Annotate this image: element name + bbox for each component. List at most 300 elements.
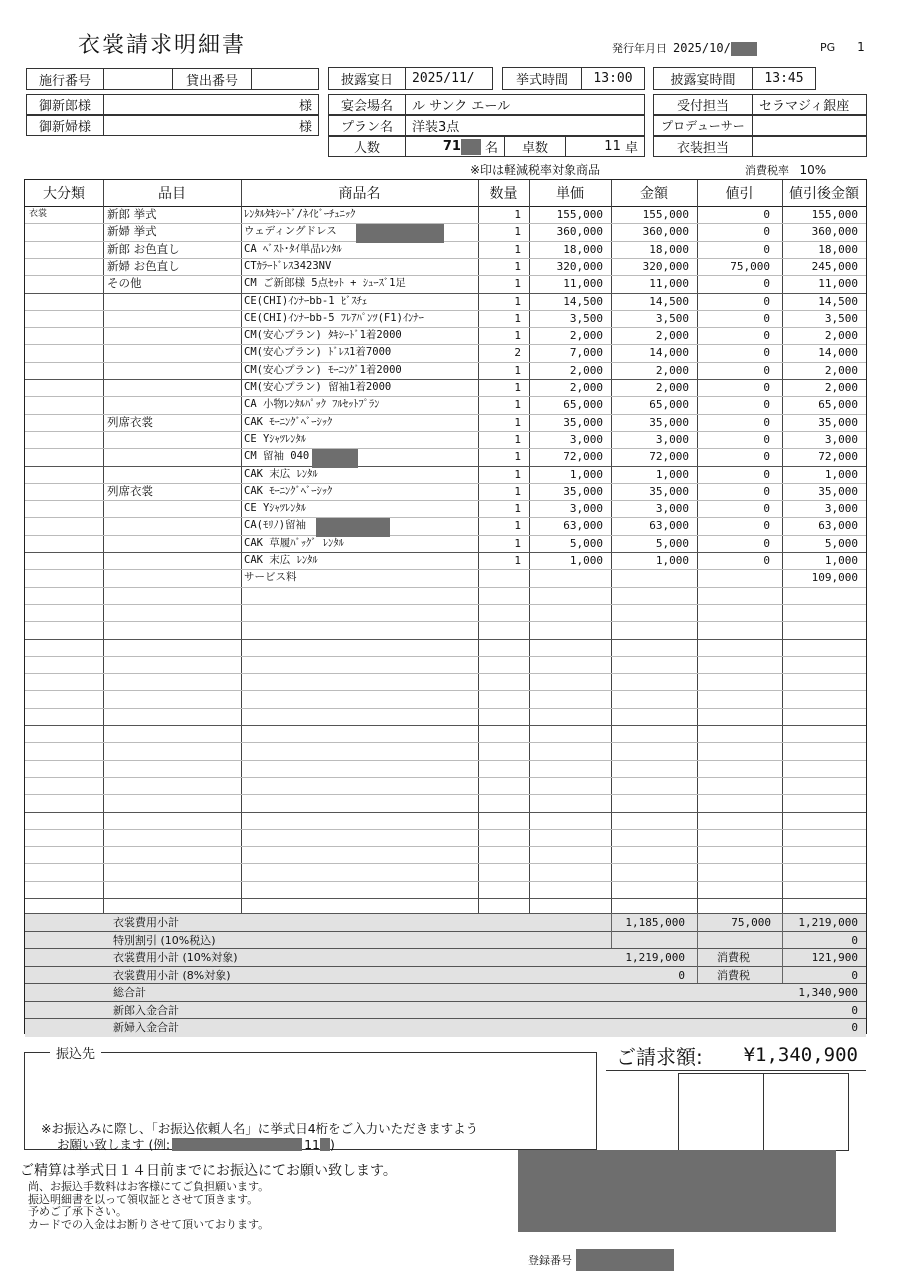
cell-cat: 衣裳 bbox=[29, 209, 48, 219]
cell-disc: 0 bbox=[763, 225, 770, 239]
tables-count: 11 bbox=[604, 139, 621, 154]
cell-amount: 35,000 bbox=[649, 415, 689, 429]
cell-net: 14,000 bbox=[818, 346, 858, 360]
cell-cat bbox=[29, 500, 99, 517]
summary-row bbox=[25, 948, 866, 967]
table-row bbox=[25, 310, 866, 327]
bride-label: 御新婦様 bbox=[26, 115, 104, 136]
costume-staff-label: 衣装担当 bbox=[653, 136, 753, 157]
cell-item bbox=[107, 310, 237, 327]
cell-item bbox=[107, 517, 237, 534]
stamp-box bbox=[678, 1073, 764, 1151]
cell-cat bbox=[29, 431, 99, 448]
producer-value bbox=[752, 115, 867, 136]
cell-item: 新婦 お色直し bbox=[107, 258, 180, 273]
col-category: 大分類 bbox=[43, 186, 85, 202]
row-divider bbox=[25, 604, 866, 605]
groom-paid-label: 新郎入金合計 bbox=[113, 1003, 179, 1017]
row-divider bbox=[25, 881, 866, 882]
cell-cat bbox=[29, 327, 99, 344]
cell-cat bbox=[29, 466, 99, 483]
venue-label: 宴会場名 bbox=[328, 94, 406, 115]
guests-count: 71 bbox=[442, 139, 461, 154]
cell-name: CAK 末広 ﾚﾝﾀﾙ bbox=[244, 467, 318, 480]
table-row bbox=[25, 552, 866, 569]
cell-name: CA(ﾓﾘﾉ)留袖 bbox=[244, 519, 307, 532]
cell-cat bbox=[29, 362, 99, 379]
cell-unit: 1,000 bbox=[569, 467, 603, 481]
bride-name bbox=[103, 115, 319, 136]
subtotal-8-amount: 0 bbox=[678, 968, 685, 982]
cell-qty: 1 bbox=[514, 294, 521, 308]
cell-name: ﾚﾝﾀﾙﾀｷｼｰﾄﾞ/ﾈｲﾋﾞｰﾁｭﾆｯｸ bbox=[244, 208, 356, 220]
cell-disc: 0 bbox=[763, 519, 770, 533]
cell-net: 35,000 bbox=[818, 484, 858, 498]
cell-disc: 0 bbox=[763, 536, 770, 550]
summary-row bbox=[25, 1018, 866, 1037]
cell-name: CTｶﾗｰﾄﾞﾚｽ3423NV bbox=[244, 259, 332, 272]
bride-suffix: 様 bbox=[298, 120, 312, 135]
cell-qty: 1 bbox=[514, 225, 521, 239]
kashidashi-value bbox=[251, 68, 319, 90]
summary-row bbox=[25, 983, 866, 1002]
cell-qty: 1 bbox=[514, 536, 521, 550]
cell-qty: 2 bbox=[514, 346, 521, 360]
cell-item bbox=[107, 396, 237, 413]
row-divider bbox=[25, 673, 866, 674]
cell-net: 11,000 bbox=[818, 277, 858, 291]
cell-unit: 35,000 bbox=[563, 484, 603, 498]
cell-cat bbox=[29, 396, 99, 413]
row-divider bbox=[25, 794, 866, 795]
summary-row bbox=[25, 966, 866, 985]
cell-qty: 1 bbox=[514, 259, 521, 273]
cell-unit: 2,000 bbox=[569, 363, 603, 377]
cell-unit: 65,000 bbox=[563, 398, 603, 412]
cell-qty: 1 bbox=[514, 329, 521, 343]
reception-value: セラマジィ銀座 bbox=[752, 94, 867, 115]
bride-paid-label: 新婦入金合計 bbox=[113, 1021, 179, 1034]
cell-cat bbox=[29, 275, 99, 292]
table-row bbox=[25, 327, 866, 344]
subtotal-net: 1,219,000 bbox=[798, 916, 858, 929]
cell-qty: 1 bbox=[514, 208, 521, 221]
cell-item bbox=[107, 327, 237, 344]
cell-unit: 320,000 bbox=[556, 259, 603, 273]
claim-value: ¥1,340,900 bbox=[743, 1044, 858, 1066]
row-divider bbox=[25, 587, 866, 588]
cell-item: その他 bbox=[107, 276, 142, 291]
footer-line: 予めご了承下さい。 bbox=[28, 1205, 127, 1218]
row-divider bbox=[25, 846, 866, 847]
subtotal-8-tax: 0 bbox=[851, 968, 858, 982]
table-row bbox=[25, 500, 866, 517]
row-divider bbox=[25, 621, 866, 622]
redaction bbox=[576, 1249, 674, 1271]
row-divider bbox=[25, 725, 866, 726]
redaction bbox=[461, 139, 481, 155]
groom-suffix: 様 bbox=[298, 99, 312, 114]
bank-note-2 bbox=[57, 1135, 335, 1153]
cell-qty: 1 bbox=[514, 398, 521, 412]
cell-net: 109,000 bbox=[811, 571, 858, 585]
cell-unit: 63,000 bbox=[563, 519, 603, 533]
hiroen-time-value: 13:45 bbox=[752, 67, 816, 90]
cell-amount: 18,000 bbox=[649, 242, 689, 256]
row-divider bbox=[25, 760, 866, 761]
tax-rate-value: 10% bbox=[799, 163, 827, 177]
cell-net: 72,000 bbox=[818, 450, 858, 464]
redaction bbox=[320, 1138, 330, 1151]
cell-qty: 1 bbox=[514, 450, 521, 464]
page-label: PG bbox=[820, 41, 836, 54]
shiko-label: 施行番号 bbox=[26, 68, 104, 90]
cell-item: 新郎 挙式 bbox=[107, 207, 157, 221]
col-amount: 金額 bbox=[640, 186, 668, 202]
table-row bbox=[25, 379, 866, 396]
cell-unit: 5,000 bbox=[569, 536, 603, 550]
cell-cat bbox=[29, 223, 99, 240]
cell-name: CE Yｼｬﾂﾚﾝﾀﾙ bbox=[244, 432, 307, 445]
cell-item bbox=[107, 500, 237, 517]
cell-amount: 155,000 bbox=[642, 208, 689, 221]
cell-net: 65,000 bbox=[818, 398, 858, 412]
cell-disc: 0 bbox=[763, 450, 770, 464]
cell-amount: 63,000 bbox=[649, 519, 689, 533]
row-divider bbox=[25, 742, 866, 743]
cell-qty: 1 bbox=[514, 519, 521, 533]
cell-cat bbox=[29, 483, 99, 500]
table-row bbox=[25, 293, 866, 310]
table-row bbox=[25, 431, 866, 448]
cell-disc: 0 bbox=[763, 294, 770, 308]
cell-name: CM(安心プラン) 留袖1着2000 bbox=[244, 381, 392, 393]
cell-amount: 2,000 bbox=[655, 363, 689, 377]
claim-amount bbox=[606, 1040, 866, 1071]
hiroen-label: 披露宴日 bbox=[328, 67, 406, 90]
cell-cat bbox=[29, 258, 99, 275]
row-divider bbox=[25, 863, 866, 864]
cell-qty: 1 bbox=[514, 432, 521, 446]
cell-disc: 0 bbox=[763, 363, 770, 377]
cell-cat bbox=[29, 310, 99, 327]
table-row bbox=[25, 483, 866, 500]
cell-qty: 1 bbox=[514, 415, 521, 429]
cell-disc: 0 bbox=[763, 329, 770, 343]
cell-unit: 2,000 bbox=[569, 329, 603, 343]
cell-item bbox=[107, 552, 237, 569]
cell-name: CE Yｼｬﾂﾚﾝﾀﾙ bbox=[244, 502, 307, 515]
cell-unit: 72,000 bbox=[563, 450, 603, 464]
cell-cat bbox=[29, 414, 99, 431]
issue-date-value: 2025/10/ bbox=[673, 41, 731, 55]
cell-disc: 0 bbox=[763, 381, 770, 394]
producer-label: プロデューサー bbox=[653, 115, 753, 136]
cell-net: 3,000 bbox=[824, 502, 858, 516]
cell-net: 35,000 bbox=[818, 415, 858, 429]
cell-qty: 1 bbox=[514, 484, 521, 498]
subtotal-label: 衣裳費用小計 bbox=[113, 916, 179, 929]
special-discount-label: 特別割引 (10%税込) bbox=[113, 933, 216, 947]
cell-amount: 3,500 bbox=[655, 311, 689, 325]
cell-disc: 0 bbox=[763, 467, 770, 481]
row-divider bbox=[25, 812, 866, 813]
cell-unit: 155,000 bbox=[556, 208, 603, 221]
cell-unit: 1,000 bbox=[569, 554, 603, 567]
table-row bbox=[25, 344, 866, 361]
table-row bbox=[25, 396, 866, 413]
cell-cat bbox=[29, 535, 99, 552]
kyoshiki-time-label: 挙式時間 bbox=[502, 67, 582, 90]
subtotal-10-tax-label: 消費税 bbox=[717, 951, 750, 964]
cell-net: 1,000 bbox=[824, 554, 858, 567]
cell-name: CM 留袖 040 bbox=[244, 450, 310, 463]
cell-unit: 3,000 bbox=[569, 502, 603, 516]
groom-label: 御新郎様 bbox=[26, 94, 104, 115]
table-row bbox=[25, 206, 866, 223]
cell-item bbox=[107, 535, 237, 552]
cell-net: 2,000 bbox=[824, 363, 858, 377]
cell-item bbox=[107, 431, 237, 448]
cell-disc: 0 bbox=[763, 502, 770, 516]
grand-total: 1,340,900 bbox=[798, 986, 858, 999]
table-row bbox=[25, 535, 866, 552]
table-row bbox=[25, 241, 866, 258]
cell-name: CM(安心プラン) ﾓｰﾆﾝｸﾞ1着2000 bbox=[244, 363, 402, 376]
plan-value: 洋装3点 bbox=[405, 115, 645, 136]
cell-unit: 35,000 bbox=[563, 415, 603, 429]
footer-line: 振込明細書を以って領収証とさせて頂きます。 bbox=[28, 1192, 259, 1206]
col-item: 品目 bbox=[158, 186, 186, 202]
table-row bbox=[25, 517, 866, 534]
row-divider bbox=[25, 829, 866, 830]
cell-name: CE(CHI)ｲﾝﾅｰbb-5 ﾌﾚｱﾊﾟﾝﾂ(F1)ｲﾝﾅｰ bbox=[244, 311, 424, 324]
bank-transfer-box bbox=[24, 1052, 597, 1150]
tables-value bbox=[565, 136, 645, 157]
cell-disc: 0 bbox=[763, 277, 770, 291]
cell-item bbox=[107, 344, 237, 361]
cell-name: CAK 末広 ﾚﾝﾀﾙ bbox=[244, 554, 318, 566]
cell-amount: 3,000 bbox=[655, 502, 689, 516]
bank-note-2-text: お願い致します (例: bbox=[57, 1137, 171, 1152]
cell-amount: 11,000 bbox=[649, 277, 689, 291]
grand-total-label: 総合計 bbox=[113, 986, 146, 999]
tables-unit: 卓 bbox=[624, 141, 638, 156]
redaction bbox=[731, 42, 757, 56]
bank-note-2-tail: 11 bbox=[304, 1136, 320, 1152]
cell-disc: 0 bbox=[763, 484, 770, 498]
redacted-block bbox=[518, 1150, 836, 1232]
bank-title: 振込先 bbox=[50, 1043, 101, 1062]
cell-net: 245,000 bbox=[811, 259, 858, 273]
cell-net: 18,000 bbox=[818, 242, 858, 256]
summary-row bbox=[25, 931, 866, 950]
stamp-box bbox=[763, 1073, 849, 1151]
redaction bbox=[172, 1138, 302, 1151]
summary-row bbox=[25, 913, 866, 932]
cell-item bbox=[107, 293, 237, 310]
subtotal-amount: 1,185,000 bbox=[625, 916, 685, 929]
cell-disc: 0 bbox=[763, 208, 770, 221]
cell-unit: 7,000 bbox=[569, 346, 603, 360]
cell-amount: 5,000 bbox=[655, 536, 689, 550]
special-discount-net: 0 bbox=[851, 933, 858, 947]
row-divider bbox=[25, 690, 866, 691]
kashidashi-label: 貸出番号 bbox=[172, 68, 252, 90]
cell-item bbox=[107, 448, 237, 465]
cell-disc: 0 bbox=[763, 432, 770, 446]
cell-net: 14,500 bbox=[818, 294, 858, 308]
cell-net: 5,000 bbox=[824, 536, 858, 550]
registration-label: 登録番号 bbox=[528, 1254, 572, 1267]
subtotal-8-tax-label: 消費税 bbox=[717, 968, 750, 982]
cell-disc: 0 bbox=[763, 346, 770, 360]
cell-net: 1,000 bbox=[824, 467, 858, 481]
groom-paid: 0 bbox=[851, 1003, 858, 1017]
guests-label: 人数 bbox=[328, 136, 406, 157]
guests-value bbox=[405, 136, 505, 157]
col-net-amount: 値引後金額 bbox=[789, 186, 859, 202]
cell-cat bbox=[29, 344, 99, 361]
cell-qty: 1 bbox=[514, 277, 521, 291]
page-value: 1 bbox=[857, 40, 865, 54]
page-title: 衣裳請求明細書 bbox=[78, 33, 247, 58]
cell-amount: 65,000 bbox=[649, 398, 689, 412]
cell-cat bbox=[29, 448, 99, 465]
cell-amount: 72,000 bbox=[649, 450, 689, 464]
cell-name: CA ﾍﾞｽﾄ･ﾀｲ単品ﾚﾝﾀﾙ bbox=[244, 242, 342, 255]
issue-date-label: 発行年月日 bbox=[612, 42, 667, 55]
cell-amount: 320,000 bbox=[642, 259, 689, 273]
cell-name: CM(安心プラン) ﾄﾞﾚｽ1着7000 bbox=[244, 346, 392, 359]
issue-date bbox=[612, 40, 757, 56]
cell-name: CM ご新郎様 5点ｾｯﾄ + ｼｭｰｽﾞ1足 bbox=[244, 277, 406, 290]
cell-name: CE(CHI)ｲﾝﾅｰbb-1 ﾋﾞｽﾁｪ bbox=[244, 294, 368, 307]
cell-qty: 1 bbox=[514, 467, 521, 481]
footer-notes bbox=[28, 1181, 269, 1231]
kyoshiki-time-value: 13:00 bbox=[581, 67, 645, 90]
cell-name: CAK 草履ﾊﾞｯｸﾞ ﾚﾝﾀﾙ bbox=[244, 536, 344, 549]
hiroen-time-label: 披露宴時間 bbox=[653, 67, 753, 90]
cell-item: 列席衣裳 bbox=[107, 414, 153, 429]
cell-unit: 360,000 bbox=[556, 225, 603, 239]
cell-cat bbox=[29, 241, 99, 258]
page-number bbox=[820, 40, 865, 54]
reduced-tax-note: ※印は軽減税率対象商品 bbox=[470, 163, 601, 177]
subtotal-10-tax: 121,900 bbox=[811, 951, 858, 964]
cell-amount: 3,000 bbox=[655, 432, 689, 446]
tax-rate-label: 消費税率 bbox=[745, 164, 789, 177]
table-header bbox=[25, 180, 866, 207]
table-row bbox=[25, 362, 866, 379]
subtotal-10-label: 衣裳費用小計 (10%対象) bbox=[113, 951, 238, 964]
cell-cat bbox=[29, 517, 99, 534]
cell-disc: 0 bbox=[763, 311, 770, 325]
summary-row bbox=[25, 1001, 866, 1020]
venue-value: ル サンク エール bbox=[405, 94, 645, 115]
bride-paid: 0 bbox=[851, 1021, 858, 1034]
cell-amount: 14,500 bbox=[649, 294, 689, 308]
cell-net: 63,000 bbox=[818, 519, 858, 533]
cell-net: 3,500 bbox=[824, 311, 858, 325]
cell-amount: 35,000 bbox=[649, 484, 689, 498]
cell-item: 新婦 挙式 bbox=[107, 224, 157, 239]
cell-unit: 2,000 bbox=[569, 381, 603, 394]
shiko-value bbox=[103, 68, 173, 90]
bank-note-2-close: ) bbox=[329, 1136, 335, 1152]
cell-amount: 1,000 bbox=[655, 554, 689, 567]
registration-number bbox=[528, 1249, 674, 1271]
footer-line: カードでの入金はお断りさせて頂いております。 bbox=[28, 1217, 270, 1231]
cell-unit: 18,000 bbox=[563, 242, 603, 256]
row-divider bbox=[25, 777, 866, 778]
cell-item bbox=[107, 362, 237, 379]
footer-line: 尚、お振込手数料はお客様にてご負担願います。 bbox=[28, 1180, 270, 1193]
hiroen-value: 2025/11/ bbox=[405, 67, 493, 90]
cell-net: 2,000 bbox=[824, 381, 858, 394]
cell-name: CAK ﾓｰﾆﾝｸﾞﾍﾞｰｼｯｸ bbox=[244, 484, 333, 497]
table-row bbox=[25, 448, 866, 465]
cell-qty: 1 bbox=[514, 311, 521, 325]
costume-staff-value bbox=[752, 136, 867, 157]
col-product: 商品名 bbox=[338, 186, 381, 202]
cell-cat bbox=[29, 379, 99, 396]
cell-disc: 0 bbox=[763, 415, 770, 429]
cell-qty: 1 bbox=[514, 554, 521, 567]
subtotal-10-amount: 1,219,000 bbox=[625, 951, 685, 964]
cell-net: 3,000 bbox=[824, 432, 858, 446]
cell-item: 列席衣裳 bbox=[107, 483, 153, 498]
invoice-table bbox=[24, 179, 867, 1034]
table-row bbox=[25, 569, 866, 586]
claim-label: ご請求額: bbox=[616, 1044, 703, 1069]
cell-amount: 14,000 bbox=[649, 346, 689, 360]
cell-net: 360,000 bbox=[811, 225, 858, 239]
cell-item: 新郎 お色直し bbox=[107, 241, 180, 256]
col-discount: 値引 bbox=[725, 186, 754, 202]
cell-disc: 0 bbox=[763, 242, 770, 256]
cell-net: 155,000 bbox=[811, 208, 858, 221]
subtotal-discount: 75,000 bbox=[731, 916, 771, 929]
cell-item bbox=[107, 466, 237, 483]
cell-cat bbox=[29, 552, 99, 569]
cell-amount: 1,000 bbox=[655, 467, 689, 481]
cell-name: CM(安心プラン) ﾀｷｼｰﾄﾞ1着2000 bbox=[244, 329, 402, 342]
table-row bbox=[25, 275, 866, 292]
cell-name: ウェディングドレス bbox=[244, 225, 337, 238]
cell-disc: 0 bbox=[763, 554, 770, 567]
guests-unit: 名 bbox=[484, 141, 498, 156]
row-divider bbox=[25, 708, 866, 709]
tables-label: 卓数 bbox=[504, 136, 566, 157]
cell-name: サービス料 bbox=[244, 571, 297, 584]
table-row bbox=[25, 466, 866, 483]
cell-item bbox=[107, 379, 237, 396]
cell-name: CA 小物ﾚﾝﾀﾙﾊﾟｯｸ ﾌﾙｾｯﾄﾌﾟﾗﾝ bbox=[244, 398, 380, 411]
cell-disc: 75,000 bbox=[730, 259, 770, 273]
cell-unit: 14,500 bbox=[563, 294, 603, 308]
cell-unit: 3,000 bbox=[569, 432, 603, 446]
cell-cat bbox=[29, 569, 99, 586]
row-divider bbox=[25, 898, 866, 899]
cell-qty: 1 bbox=[514, 363, 521, 377]
footer-main: ご精算は挙式日１４日前までにお振込にてお願い致します。 bbox=[20, 1163, 397, 1179]
cell-qty: 1 bbox=[514, 242, 521, 256]
cell-qty: 1 bbox=[514, 381, 521, 394]
cell-amount: 2,000 bbox=[655, 329, 689, 343]
cell-disc: 0 bbox=[763, 398, 770, 412]
col-qty: 数量 bbox=[489, 186, 518, 202]
